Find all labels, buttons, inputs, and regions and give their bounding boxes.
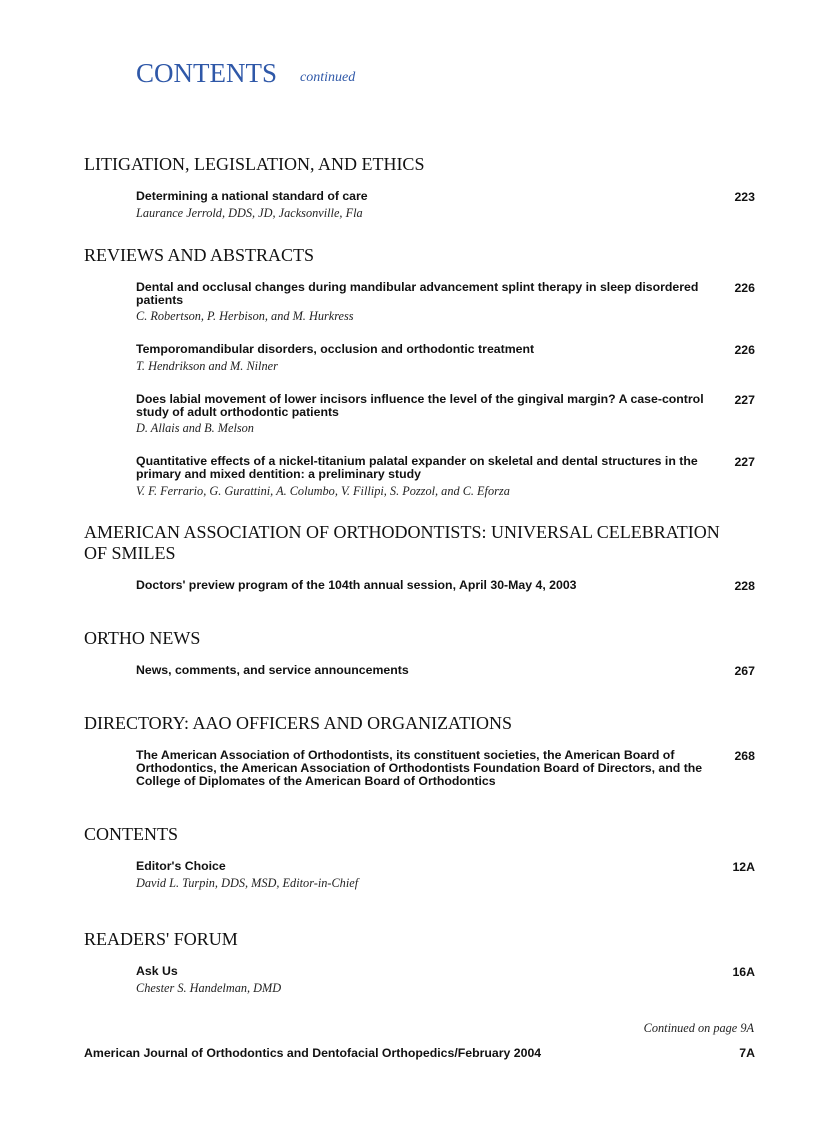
entry-title[interactable]: Ask Us xyxy=(136,964,178,978)
entry-page: 268 xyxy=(734,749,755,763)
entry-authors: D. Allais and B. Melson xyxy=(136,421,254,435)
section-heading: AMERICAN ASSOCIATION OF ORTHODONTISTS: UNIVERSAL CELEBRATION OF SMILES xyxy=(84,522,720,563)
page-number: 7A xyxy=(739,1046,755,1060)
entry-page: 267 xyxy=(734,664,755,678)
entry-authors: C. Robertson, P. Herbison, and M. Hurkress xyxy=(136,309,354,323)
entry-title[interactable]: Determining a national standard of care xyxy=(136,189,368,203)
entry-title[interactable]: Doctors' preview program of the 104th annual session, April 30-May 4, 2003 xyxy=(136,578,577,592)
section-heading: CONTENTS xyxy=(84,824,178,844)
entry-authors: T. Hendrikson and M. Nilner xyxy=(136,359,278,373)
entry-page: 223 xyxy=(734,190,755,204)
entry-page: 226 xyxy=(734,343,755,357)
entry-page: 227 xyxy=(734,455,755,469)
entry-title[interactable]: Editor's Choice xyxy=(136,859,226,873)
section-heading: ORTHO NEWS xyxy=(84,628,201,648)
page-subtitle: continued xyxy=(300,70,356,85)
page-title: CONTENTS xyxy=(136,58,277,88)
continued-note: Continued on page 9A xyxy=(643,1021,754,1035)
section-heading: REVIEWS AND ABSTRACTS xyxy=(84,245,315,265)
entry-title[interactable]: The American Association of Orthodontists, its constituent societies, the American Board of Orthodontics, the American Association of Orthodontists Foundation Board of Directors, and the College of Diplomates of the American Board of Orthodontics xyxy=(136,748,703,788)
entry-page: 226 xyxy=(734,281,755,295)
entry-title[interactable]: Dental and occlusal changes during mandibular advancement splint therapy in sleep disordered patients xyxy=(136,280,699,307)
entry-title[interactable]: Does labial movement of lower incisors influence the level of the gingival margin? A case-control study of adult orthodontic patients xyxy=(136,392,704,419)
entry-authors: David L. Turpin, DDS, MSD, Editor-in-Chief xyxy=(136,876,359,890)
section-heading: LITIGATION, LEGISLATION, AND ETHICS xyxy=(84,154,425,174)
entry-title[interactable]: Quantitative effects of a nickel-titanium palatal expander on skeletal and dental structures in the primary and mixed dentition: a preliminary study xyxy=(136,454,698,481)
entry-authors: Laurance Jerrold, DDS, JD, Jacksonville, Fla xyxy=(136,206,363,220)
entry-page: 16A xyxy=(732,965,755,979)
journal-footer: American Journal of Orthodontics and Dentofacial Orthopedics/February 2004 xyxy=(84,1046,542,1060)
entry-page: 228 xyxy=(734,579,755,593)
section-heading: READERS' FORUM xyxy=(84,929,238,949)
entry-title[interactable]: Temporomandibular disorders, occlusion and orthodontic treatment xyxy=(136,342,535,356)
entry-page: 227 xyxy=(734,393,755,407)
entry-authors: Chester S. Handelman, DMD xyxy=(136,981,282,995)
entry-page: 12A xyxy=(732,860,755,874)
section-heading: DIRECTORY: AAO OFFICERS AND ORGANIZATIONS xyxy=(84,713,513,733)
entry-title[interactable]: News, comments, and service announcements xyxy=(136,663,409,677)
entry-authors: V. F. Ferrario, G. Gurattini, A. Columbo, V. Fillipi, S. Pozzol, and C. Eforza xyxy=(136,484,510,498)
